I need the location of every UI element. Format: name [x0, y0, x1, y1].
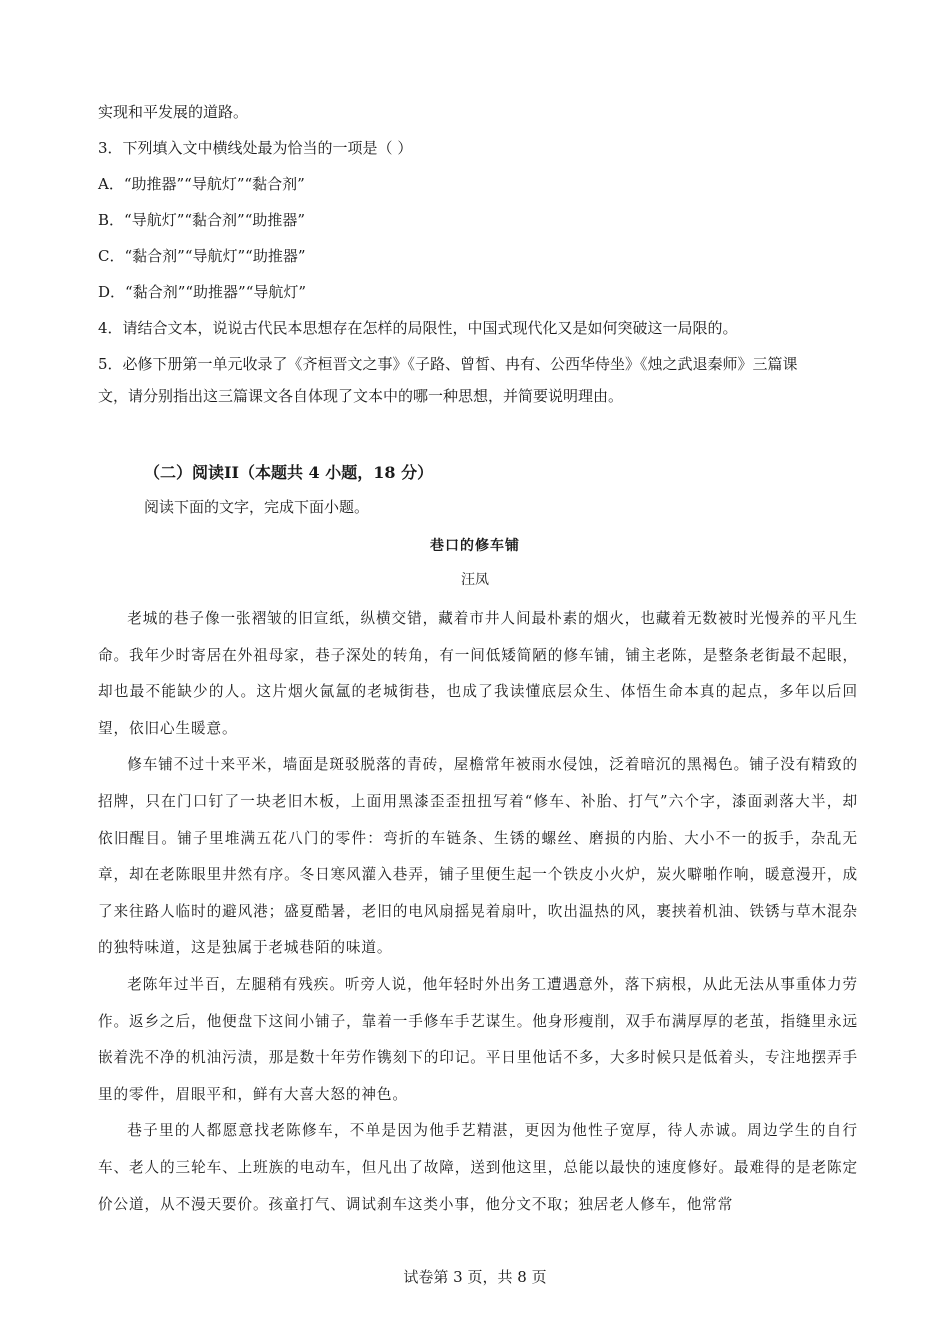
question-5-line-1: 5．必修下册第一单元收录了《齐桓晋文之事》《子路、曾皙、冉有、公西华侍坐》《烛之武退秦师》三篇课	[98, 355, 798, 373]
question-3-option-c: C．“黏合剂”“导航灯”“助推器”	[98, 247, 306, 265]
question-3-option-a: A．“助推器”“导航灯”“黏合剂”	[98, 175, 305, 193]
question-4: 4．请结合文本，说说古代民本思想存在怎样的局限性，中国式现代化又是如何突破这一局限的。	[98, 319, 738, 337]
page-footer: 试卷第 3 页，共 8 页	[403, 1268, 547, 1286]
section-heading: （二）阅读II（本题共 4 小题，18 分）	[144, 463, 434, 482]
article-body	[98, 601, 858, 1223]
previous-passage-tail: 实现和平发展的道路。	[98, 103, 249, 121]
article-paragraph: 老城的巷子像一张褶皱的旧宣纸，纵横交错，藏着市井人间最朴素的烟火，也藏着无数被时光慢养的平凡生命。我年少时寄居在外祖母家，巷子深处的转角，有一间低矮简陋的修车铺，铺主老陈，是整条老街最不起眼，却也最不能缺少的人。这片烟火氤氲的老城街巷，也成了我读懂底层众生、体悟生命本真的起点，多年以后回望，依旧心生暖意。	[98, 610, 858, 737]
article-paragraph: 巷子里的人都愿意找老陈修车，不单是因为他手艺精湛，更因为他性子宽厚，待人赤诚。周边学生的自行车、老人的三轮车、上班族的电动车，但凡出了故障，送到他这里，总能以最快的速度修好。最难得的是老陈定价公道，从不漫天要价。孩童打气、调试刹车这类小事，他分文不取；独居老人修车，他常常	[98, 1122, 858, 1213]
question-3-option-b: B．“导航灯”“黏合剂”“助推器”	[98, 211, 306, 229]
article-title: 巷口的修车铺	[430, 538, 520, 554]
section-instruction: 阅读下面的文字，完成下面小题。	[144, 498, 370, 516]
article-paragraph: 修车铺不过十来平米，墙面是斑驳脱落的青砖，屋檐常年被雨水侵蚀，泛着暗沉的黑褐色。铺子没有精致的招牌，只在门口钉了一块老旧木板，上面用黑漆歪歪扭扭写着“修车、补胎、打气”六个字，漆面剥落大半，却依旧醒目。铺子里堆满五花八门的零件：弯折的车链条、生锈的螺丝、磨损的内胎、大小不一的扳手，杂乱无章，却在老陈眼里井然有序。冬日寒风灌入巷弄，铺子里便生起一个铁皮小火炉，炭火噼啪作响，暖意漫开，成了来往路人临时的避风港；盛夏酷暑，老旧的电风扇摇晃着扇叶，吹出温热的风，裹挟着机油、铁锈与草木混杂的独特味道，这是独属于老城巷陌的味道。	[98, 756, 858, 957]
question-3: 3．下列填入文中横线处最为恰当的一项是（ ）	[98, 139, 413, 157]
question-3-option-d: D．“黏合剂”“助推器”“导航灯”	[98, 283, 307, 301]
question-5-line-2: 文，请分别指出这三篇课文各自体现了文本中的哪一种思想，并简要说明理由。	[98, 387, 624, 405]
article-author: 汪凤	[461, 572, 489, 588]
article-paragraph: 老陈年过半百，左腿稍有残疾。听旁人说，他年轻时外出务工遭遇意外，落下病根，从此无法从事重体力劳作。返乡之后，他便盘下这间小铺子，靠着一手修车手艺谋生。他身形瘦削，双手布满厚厚的老茧，指缝里永远嵌着洗不净的机油污渍，那是数十年劳作镌刻下的印记。平日里他话不多，大多时候只是低着头，专注地摆弄手里的零件，眉眼平和，鲜有大喜大怒的神色。	[98, 975, 858, 1103]
